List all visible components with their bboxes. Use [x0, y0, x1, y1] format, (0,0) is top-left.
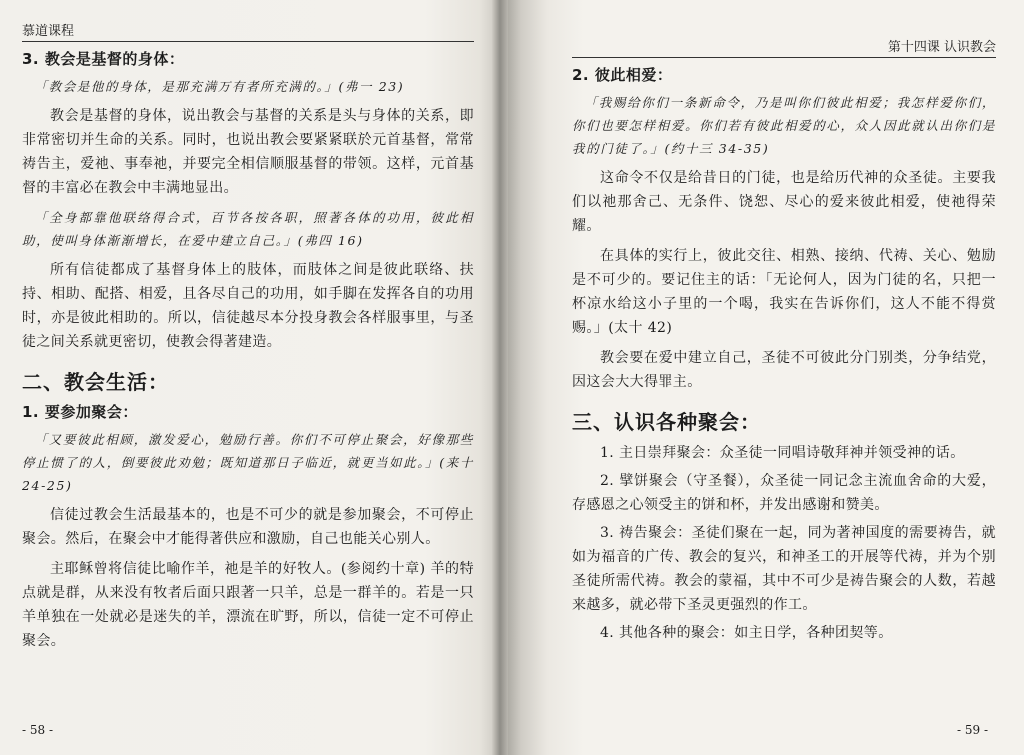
quote-john-13-34: 「我赐给你们一条新命令，乃是叫你们彼此相爱；我怎样爱你们，你们也要怎样相爱。你们若有彼此相爱的心，众人因此就认出你们是我的门徒了。」(约十三 34-35)	[572, 95, 996, 156]
paragraph-no-division: 教会要在爱中建立自己，圣徒不可彼此分门别类，分争结党，因这会大大得罪主。	[572, 350, 996, 390]
left-page	[0, 0, 500, 755]
section-meetings: 三、认识各种聚会：	[572, 410, 761, 434]
right-page-number: - 59 -	[956, 723, 988, 737]
right-running-head: 第十四课 认识教会	[572, 36, 996, 58]
heading-attend-meetings: 1. 要参加聚会：	[22, 403, 138, 421]
right-page	[500, 0, 1024, 755]
book-gutter	[492, 0, 508, 755]
heading-love-one-another: 2. 彼此相爱：	[572, 66, 673, 84]
quote-eph-4-16: 「全身都靠他联络得合式，百节各按各职，照著各体的功用，彼此相助，使叫身体渐渐增长，在爱中建立自己。」(弗四 16)	[22, 210, 474, 248]
list-item: 1. 主日崇拜聚会：众圣徒一同唱诗敬拜神并领受神的话。	[600, 445, 965, 461]
heading-body-of-christ: 3. 教会是基督的身体：	[22, 50, 185, 68]
left-page-number: - 58 -	[22, 723, 54, 737]
paragraph-basic-church-life: 信徒过教会生活最基本的，也是不可少的就是参加聚会，不可停止聚会。然后，在聚会中才能得著供应和激励，自己也能关心别人。	[22, 507, 474, 547]
quote-heb-10-24: 「又要彼此相顾，激发爱心，勉励行善。你们不可停止聚会，好像那些停止惯了的人，倒要彼此劝勉；既知道那日子临近，就更当如此。」(来十 24-25)	[22, 432, 474, 493]
paragraph-practice: 在具体的实行上，彼此交往、相熟、接纳、代祷、关心、勉励是不可少的。要记住主的话：「无论何人，因为门徒的名，只把一杯凉水给这小子里的一个喝，我实在告诉你们，这人不能不得赏赐。」(太十 42)	[572, 248, 996, 336]
paragraph-sheep: 主耶稣曾将信徒比喻作羊，祂是羊的好牧人。(参阅约十章) 羊的特点就是群，从来没有牧者后面只跟著一只羊，总是一群羊的。若是一只羊单独在一处就必是迷失的羊，漂流在旷野，所以，信徒一定不可停止聚会。	[22, 561, 474, 649]
paragraph-new-command: 这命令不仅是给昔日的门徒，也是给历代神的众圣徒。主要我们以祂那舍己、无条件、饶恕、尽心的爱来彼此相爱，使祂得荣耀。	[572, 170, 996, 234]
list-item: 3. 祷告聚会：圣徒们聚在一起，同为著神国度的需要祷告，就如为福音的广传、教会的复兴，和神圣工的开展等代祷，并为个别圣徒所需代祷。教会的蒙福，其中不可少是祷告聚会的人数，若越来越多，就必带下圣灵更强烈的作工。	[572, 525, 996, 613]
section-church-life: 二、教会生活：	[22, 370, 169, 394]
quote-eph-1-23: 「教会是他的身体，是那充满万有者所充满的。」(弗一 23)	[34, 79, 405, 94]
paragraph-members: 所有信徒都成了基督身体上的肢体，而肢体之间是彼此联络、扶持、相助、配搭、相爱，且各尽自己的功用，如手脚在发挥各自的功用时，亦是彼此相助的。所以，信徒越尽本分投身教会各样服事里，与圣徒之间关系就更密切，使教会得著建造。	[22, 262, 474, 350]
left-running-head: 慕道课程	[22, 20, 474, 42]
list-item: 2. 擘饼聚会（守圣餐），众圣徒一同记念主流血舍命的大爱，存感恩之心领受主的饼和杯，并发出感谢和赞美。	[572, 473, 996, 513]
meeting-list	[572, 441, 996, 645]
list-item: 4. 其他各种的聚会：如主日学，各种团契等。	[600, 625, 893, 641]
paragraph-church-is-body: 教会是基督的身体，说出教会与基督的关系是头与身体的关系，即非常密切并生命的关系。同时，也说出教会要紧紧联於元首基督，常常祷告主，爱祂、事奉祂，并要完全相信顺服基督的带领。这样，元首基督的丰富必在教会中丰满地显出。	[22, 108, 474, 196]
